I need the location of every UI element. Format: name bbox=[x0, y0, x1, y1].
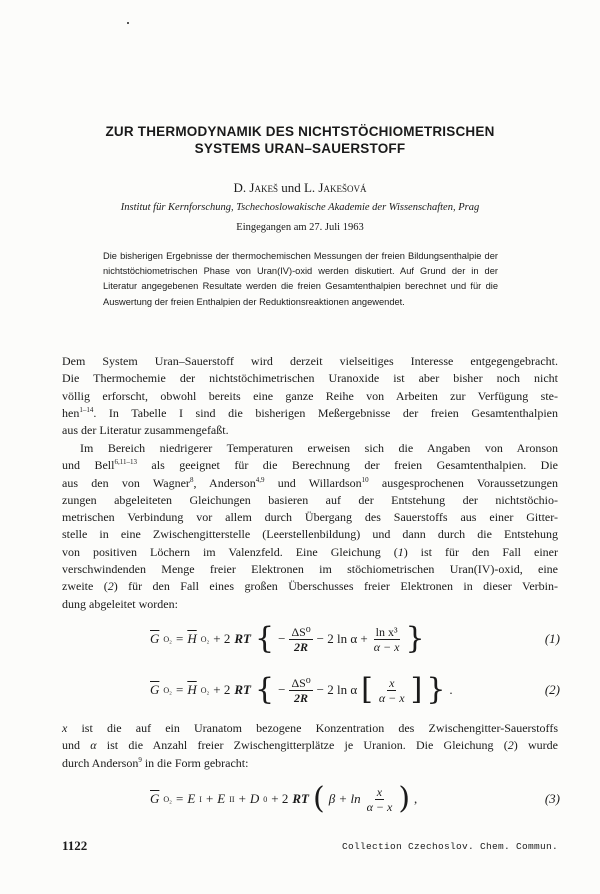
eq-symbol: RT bbox=[234, 682, 251, 697]
eq-numerator: x bbox=[389, 675, 395, 690]
eq-symbol: E bbox=[187, 791, 196, 806]
text-line bbox=[62, 737, 558, 754]
body-paragraph-3 bbox=[62, 720, 558, 772]
eq-term: − 2 ln α bbox=[316, 682, 358, 697]
eq-subscript: II bbox=[229, 794, 235, 804]
citation-ref: 6,11–13 bbox=[114, 458, 137, 467]
variable: α bbox=[90, 738, 97, 753]
text-line bbox=[62, 720, 558, 737]
author-2-initial: L. bbox=[303, 180, 319, 195]
citation-ref: 8 bbox=[189, 475, 194, 484]
eq-symbol: $\overline{G}$ bbox=[150, 631, 160, 646]
eq-denominator: α − x bbox=[373, 639, 400, 654]
text-run: durch Anderson bbox=[62, 755, 139, 770]
text-run: hen bbox=[62, 405, 80, 420]
eq-symbol: $\overline{G}$ bbox=[150, 682, 160, 697]
eq-symbol: $\overline{G}$ bbox=[150, 791, 160, 806]
text-line: völlig erforscht, obwohl bereits eine ganze Reihe von Arbeiten zur Verfügung ste- bbox=[62, 388, 558, 403]
eq-fraction bbox=[377, 676, 407, 705]
open-brace-glyph: { bbox=[255, 621, 275, 656]
text-run: ) ist für den Fall einer bbox=[403, 544, 558, 559]
text-line: verschwindenden Menge freier Elektronen im stöchiometrischen Uran(IV)-oxid, eine bbox=[62, 562, 558, 577]
text-run: ausgesprochenen Voraussetzungen bbox=[368, 475, 559, 490]
text-run: in die Form gebracht: bbox=[141, 755, 249, 770]
text-line bbox=[62, 755, 558, 772]
eq-numerator: ΔS⁰ bbox=[291, 624, 311, 639]
eq-symbol: $\overline{H}$ bbox=[187, 631, 197, 646]
eq-operator: + 2 bbox=[271, 791, 289, 806]
equation-number: (2) bbox=[544, 682, 560, 697]
eq-symbol: RT bbox=[292, 791, 310, 806]
close-brace-glyph: } bbox=[405, 621, 425, 656]
eq-operator: + 2 bbox=[213, 631, 231, 646]
citation-ref: 9 bbox=[138, 755, 142, 764]
eq-operator: = bbox=[175, 682, 184, 697]
text-line bbox=[62, 578, 558, 595]
paper-title-line-1: ZUR THERMODYNAMIK DES NICHTSTÖCHIOMETRISCHEN bbox=[105, 124, 495, 139]
text-line bbox=[62, 405, 558, 422]
eq-numerator: x bbox=[376, 784, 383, 799]
eq-numerator: ln x³ bbox=[375, 624, 398, 639]
author-connector: und bbox=[277, 180, 304, 195]
eq-operator: − bbox=[278, 682, 286, 697]
eq-operator: = bbox=[175, 791, 184, 806]
equation-ref: 1 bbox=[397, 544, 404, 559]
journal-name: Collection Czechoslov. Chem. Commun. bbox=[341, 841, 558, 852]
open-brace-glyph: { bbox=[255, 672, 275, 707]
eq-subscript: O₂ bbox=[163, 794, 172, 804]
affiliation: Institut für Kernforschung, Tschechoslowakische Akademie der Wissenschaften, Prag bbox=[120, 202, 480, 213]
citation-ref: 4,9 bbox=[255, 475, 265, 484]
text-line: stelle in eine Zwischengitterstelle (Leerstellenbildung) und dann durch die Entstehung bbox=[62, 527, 558, 542]
received-date: Eingegangen am 27. Juli 1963 bbox=[236, 222, 364, 233]
eq-denominator: 2R bbox=[294, 690, 309, 705]
equation-number: (3) bbox=[544, 791, 560, 806]
page-number: 1122 bbox=[62, 838, 88, 853]
text-run: und Willardson bbox=[264, 475, 362, 490]
eq-subscript: O₂ bbox=[163, 685, 172, 695]
text-line: aus der Literatur zusammengefaßt. bbox=[62, 423, 229, 438]
text-line: Im Bereich niedrigerer Temperaturen erweisen sich die Angaben von Aronson bbox=[80, 441, 558, 455]
text-line: metrischen Verbindung vor allem durch Übergang des Sauerstoffs aus einer Gitter- bbox=[62, 510, 558, 525]
eq-subscript: O₂ bbox=[200, 685, 210, 695]
text-run: zweite ( bbox=[62, 579, 108, 594]
eq-fraction bbox=[365, 785, 395, 814]
equation-ref: 2 bbox=[107, 579, 114, 594]
text-run: ) wurde bbox=[513, 738, 558, 753]
equation-number: (1) bbox=[544, 631, 560, 646]
text-run: und Bell bbox=[62, 458, 115, 473]
citation-ref: 10 bbox=[361, 475, 369, 484]
abstract: Die bisherigen Ergebnisse der thermochemischen Messungen der freien Bildungsenthalpie der nichtstöchiometrischen Phase von Uran(IV)-oxid werden diskutiert. Auf Grund der in der Literatur angegebenen Resultate werden die freien Gesamtenthalpien berechnet und für die Auswertung der freien Enthalpien der Reduktionsreaktionen angewendet. bbox=[103, 251, 498, 307]
eq-operator: + 2 bbox=[213, 682, 231, 697]
text-run: . In Tabelle I sind die bisherigen Meßergebnisse der freien Gesamtenthalpien bbox=[93, 405, 558, 420]
eq-operator: + bbox=[205, 791, 214, 806]
close-brace-glyph: } bbox=[426, 672, 446, 707]
author-2-surname: Jakešová bbox=[318, 180, 367, 195]
close-bracket-glyph: ] bbox=[410, 672, 423, 707]
paper-title-line-2: SYSTEMS URAN–SAUERSTOFF bbox=[194, 141, 406, 156]
eq-symbol: RT bbox=[234, 631, 251, 646]
eq-symbol: $\overline{H}$ bbox=[187, 682, 197, 697]
close-paren-glyph: ) bbox=[398, 781, 411, 816]
text-run: ) für den Fall eines großen Überschusses freier Elektronen in dieser Verbin- bbox=[113, 579, 558, 594]
eq-denominator: 2R bbox=[294, 639, 309, 654]
citation-ref: 1–14 bbox=[79, 405, 94, 414]
text-line bbox=[62, 544, 558, 561]
eq-subscript: 0 bbox=[263, 794, 268, 804]
eq-fraction bbox=[372, 625, 402, 654]
open-bracket-glyph: [ bbox=[361, 672, 373, 707]
text-line: Dem System Uran–Sauerstoff wird derzeit vielseitiges Interesse entgegengebracht. bbox=[62, 354, 558, 368]
eq-denominator: α − x bbox=[366, 799, 393, 814]
author-1-initial: D. bbox=[233, 180, 250, 195]
text-run: und bbox=[62, 738, 91, 753]
text-run: als geeignet für die Berechnung der freien Gesamtenthalpien. Die bbox=[136, 458, 559, 473]
eq-operator: + bbox=[238, 791, 246, 806]
eq-subscript: O₂ bbox=[200, 634, 210, 644]
body-paragraph-1 bbox=[62, 353, 558, 439]
variable: x bbox=[62, 721, 68, 735]
text-line: Die Thermochemie der nichtstöchimetrischen Uranoxide ist aber bisher noch nicht bbox=[62, 371, 558, 386]
equation-3 bbox=[60, 777, 560, 821]
text-line bbox=[62, 457, 558, 474]
equation-2 bbox=[60, 668, 560, 712]
eq-subscript: I bbox=[199, 794, 202, 804]
text-run: ist die auf ein Uranatom bezogene Konzentration des Zwischengitter-Sauerstoffs bbox=[67, 721, 558, 735]
text-run: , Anderson bbox=[193, 475, 256, 490]
eq-fraction bbox=[289, 625, 312, 654]
text-line: dung abgeleitet worden: bbox=[62, 596, 178, 611]
author-1-surname: Jakeš bbox=[249, 180, 278, 195]
equation-ref: 2 bbox=[507, 738, 514, 753]
equation-1 bbox=[60, 617, 560, 661]
text-run: aus den von Wagner bbox=[62, 475, 190, 490]
eq-punctuation: , bbox=[414, 791, 418, 806]
eq-term: − 2 ln α + bbox=[316, 631, 368, 646]
eq-punctuation: . bbox=[449, 682, 453, 697]
text-line: zungen abgeleiteten Gleichungen basieren auf der Entstehung der nichtstöchio- bbox=[62, 492, 558, 507]
print-speck bbox=[127, 22, 129, 24]
eq-fraction bbox=[289, 676, 312, 705]
eq-subscript: O₂ bbox=[163, 634, 172, 644]
open-paren-glyph: ( bbox=[313, 781, 325, 816]
eq-operator: − bbox=[278, 631, 286, 646]
eq-term: β + ln bbox=[328, 791, 361, 806]
author-line bbox=[40, 180, 560, 196]
text-line bbox=[62, 475, 558, 492]
eq-denominator: α − x bbox=[378, 690, 405, 705]
body-paragraph-2 bbox=[62, 440, 558, 613]
eq-numerator: ΔS⁰ bbox=[291, 675, 311, 690]
text-run: ist die Anzahl freier Zwischengitterplätze je Uranion. Die Gleichung ( bbox=[96, 738, 508, 753]
text-run: von positiven Löchern im Valenzfeld. Eine Gleichung ( bbox=[62, 544, 398, 559]
eq-symbol: E bbox=[217, 791, 226, 806]
eq-symbol: D bbox=[249, 791, 260, 806]
eq-operator: = bbox=[175, 631, 184, 646]
